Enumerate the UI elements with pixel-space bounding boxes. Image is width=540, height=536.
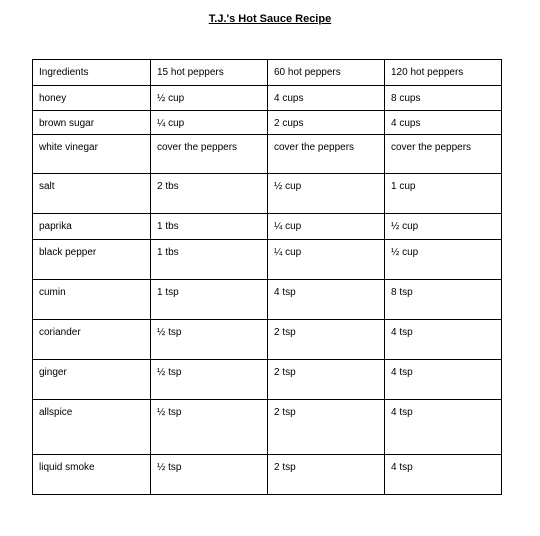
table-row (33, 400, 502, 455)
amount-cell: cover the peppers (151, 135, 268, 174)
amount-cell: ¼ cup (151, 111, 268, 135)
amount-cell: 4 tsp (385, 320, 502, 360)
ingredient-cell: allspice (33, 400, 151, 455)
ingredient-cell: coriander (33, 320, 151, 360)
amount-cell: 2 tsp (268, 455, 385, 495)
table-row (33, 455, 502, 495)
amount-cell: 1 tsp (151, 280, 268, 320)
amount-cell: 2 tsp (268, 400, 385, 455)
amount-cell: cover the peppers (385, 135, 502, 174)
amount-cell: ½ cup (151, 86, 268, 111)
table-row (33, 86, 502, 111)
amount-cell: 4 tsp (385, 455, 502, 495)
ingredient-cell: white vinegar (33, 135, 151, 174)
amount-cell: 1 cup (385, 174, 502, 214)
amount-cell: ½ cup (385, 214, 502, 240)
ingredient-cell: cumin (33, 280, 151, 320)
amount-cell: ½ cup (385, 240, 502, 280)
amount-cell: 1 tbs (151, 214, 268, 240)
table-header-row (33, 60, 502, 86)
table-row (33, 135, 502, 174)
amount-cell: ¼ cup (268, 240, 385, 280)
amount-cell: ½ tsp (151, 320, 268, 360)
amount-cell: ½ tsp (151, 455, 268, 495)
amount-cell: 4 tsp (385, 360, 502, 400)
ingredient-cell: ginger (33, 360, 151, 400)
header-cell-ingredients: Ingredients (33, 60, 151, 86)
header-cell-15-peppers: 15 hot peppers (151, 60, 268, 86)
amount-cell: ¼ cup (268, 214, 385, 240)
amount-cell: cover the peppers (268, 135, 385, 174)
ingredient-cell: honey (33, 86, 151, 111)
amount-cell: 1 tbs (151, 240, 268, 280)
amount-cell: 4 tsp (268, 280, 385, 320)
amount-cell: 2 tbs (151, 174, 268, 214)
header-cell-120-peppers: 120 hot peppers (385, 60, 502, 86)
header-cell-60-peppers: 60 hot peppers (268, 60, 385, 86)
amount-cell: 4 cups (385, 111, 502, 135)
amount-cell: 4 tsp (385, 400, 502, 455)
table-row (33, 111, 502, 135)
amount-cell: 4 cups (268, 86, 385, 111)
table-row (33, 320, 502, 360)
recipe-table (32, 59, 502, 495)
ingredient-cell: black pepper (33, 240, 151, 280)
amount-cell: 2 tsp (268, 320, 385, 360)
table-row (33, 240, 502, 280)
ingredient-cell: salt (33, 174, 151, 214)
page-title: T.J.'s Hot Sauce Recipe (208, 13, 332, 25)
ingredient-cell: paprika (33, 214, 151, 240)
amount-cell: 2 tsp (268, 360, 385, 400)
ingredient-cell: brown sugar (33, 111, 151, 135)
table-row (33, 174, 502, 214)
table-row (33, 280, 502, 320)
table-row (33, 360, 502, 400)
amount-cell: ½ tsp (151, 360, 268, 400)
amount-cell: 2 cups (268, 111, 385, 135)
amount-cell: 8 cups (385, 86, 502, 111)
table-row (33, 214, 502, 240)
amount-cell: ½ cup (268, 174, 385, 214)
amount-cell: 8 tsp (385, 280, 502, 320)
amount-cell: ½ tsp (151, 400, 268, 455)
ingredient-cell: liquid smoke (33, 455, 151, 495)
